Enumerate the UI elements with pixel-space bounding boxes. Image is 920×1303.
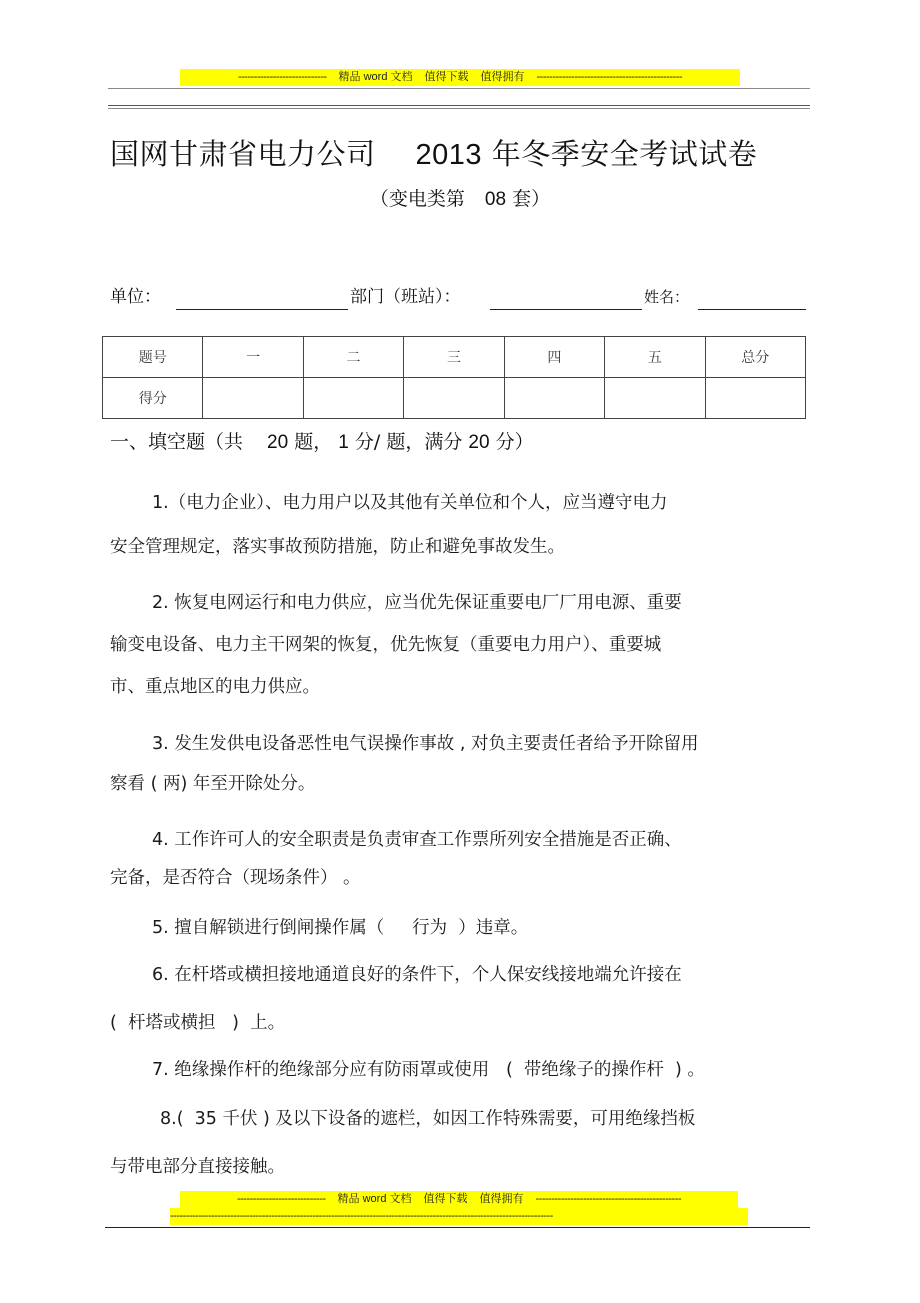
question-line: 7. 绝缘操作杆的绝缘部分应有防雨罩或使用 ( 带绝缘子的操作杆 ) 。 xyxy=(152,1060,705,1080)
section-total-points: 20 xyxy=(468,432,490,453)
header-double-rule-bottom xyxy=(108,108,810,109)
section-question-count: 20 xyxy=(267,432,289,453)
question-line: 完备，是否符合（现场条件） 。 xyxy=(110,868,361,888)
subtitle-prefix: （变电类第 xyxy=(369,188,465,210)
question-line: 4. 工作许可人的安全职责是负责审查工作票所列安全措施是否正确、 xyxy=(152,830,682,850)
header-double-rule-top xyxy=(108,105,810,106)
header-watermark-banner xyxy=(180,69,740,86)
question-line: 2. 恢复电网运行和电力供应，应当优先保证重要电厂厂用电源、重要 xyxy=(152,593,682,613)
cell-question-number-label: 题号 xyxy=(103,337,203,378)
name-label: 姓名： xyxy=(644,288,690,306)
score-input-3[interactable] xyxy=(404,378,504,419)
section-title-part: 分/ 题，满分 xyxy=(354,431,463,453)
cell-section-5: 五 xyxy=(605,337,705,378)
question-line: 1.（电力企业）、电力用户以及其他有关单位和个人，应当遵守电力 xyxy=(152,493,668,513)
watermark-text-own: 值得拥有 xyxy=(479,1193,524,1205)
watermark-text-word: 精品 word 文档 xyxy=(338,71,413,83)
title-year: 2013 xyxy=(415,139,483,171)
question-line: 3. 发生发供电设备恶性电气误操作事故 , 对负主要责任者给予开除留用 xyxy=(152,734,699,754)
section-title-part: 一、填空题（共 xyxy=(110,431,244,453)
title-organization: 国网甘肃省电力公司 xyxy=(110,137,376,171)
cell-section-1: 一 xyxy=(203,337,303,378)
question-line: 察看 ( 两) 年至开除处分。 xyxy=(110,774,316,794)
section-heading-fill-in-blank xyxy=(110,428,534,457)
cell-section-2: 二 xyxy=(303,337,403,378)
watermark-text-download: 值得下载 xyxy=(424,71,469,83)
score-input-5[interactable] xyxy=(605,378,705,419)
question-3 xyxy=(110,730,800,798)
watermark-text-own: 值得拥有 xyxy=(480,71,525,83)
question-line: 5. 擅自解锁进行倒闸操作属（ 行为 ）违章。 xyxy=(152,918,529,938)
watermark-text-word: 精品 word 文档 xyxy=(337,1193,412,1205)
page-title xyxy=(110,134,800,175)
watermark-dashes-left: ---------------------------- xyxy=(236,1193,326,1205)
question-line: 8.( 35 千伏 ) 及以下设备的遮栏，如因工作特殊需要，可用绝缘挡板 xyxy=(160,1109,696,1129)
subtitle-set-number: 08 xyxy=(484,189,507,210)
score-input-1[interactable] xyxy=(203,378,303,419)
page-subtitle xyxy=(0,185,920,214)
question-line: ( 杆塔或横担 ) 上。 xyxy=(110,1013,286,1033)
cell-score-label: 得分 xyxy=(103,378,203,419)
question-5 xyxy=(110,914,800,942)
question-4 xyxy=(110,826,800,892)
cell-section-3: 三 xyxy=(404,337,504,378)
score-table xyxy=(102,336,806,419)
score-input-2[interactable] xyxy=(303,378,403,419)
cell-total-label: 总分 xyxy=(705,337,805,378)
question-2 xyxy=(110,589,800,701)
cell-section-4: 四 xyxy=(504,337,604,378)
header-rule xyxy=(108,88,810,89)
question-7 xyxy=(110,1056,800,1084)
watermark-dashes-right: ---------------------------------------------- xyxy=(535,1193,682,1205)
title-exam-name: 年冬季安全考试试卷 xyxy=(491,137,758,171)
department-field[interactable] xyxy=(490,309,642,310)
footer-watermark-banner xyxy=(180,1191,738,1208)
question-1 xyxy=(110,489,800,561)
section-title-part: 分） xyxy=(495,431,534,453)
watermark-dashes-right: ---------------------------------------------- xyxy=(536,71,683,83)
question-line: 与带电部分直接接触。 xyxy=(110,1157,285,1177)
name-field[interactable] xyxy=(698,309,806,310)
unit-label: 单位： xyxy=(110,287,161,307)
score-input-total[interactable] xyxy=(705,378,805,419)
score-table-header-row xyxy=(103,337,806,378)
watermark-dashes-left: ---------------------------- xyxy=(237,71,327,83)
watermark-text-download: 值得下载 xyxy=(423,1193,468,1205)
unit-field[interactable] xyxy=(176,309,348,310)
question-8 xyxy=(110,1105,800,1181)
question-line: 6. 在杆塔或横担接地通道良好的条件下，个人保安线接地端允许接在 xyxy=(152,965,682,985)
score-table-score-row xyxy=(103,378,806,419)
subtitle-suffix: 套） xyxy=(512,188,551,210)
department-label: 部门（班站）： xyxy=(350,287,461,307)
section-title-part: 题， xyxy=(294,431,333,453)
footer-watermark-dash-row xyxy=(170,1208,748,1225)
watermark-dashes-footer: ------------------------------------------------------------------------------------------------------------------------- xyxy=(170,1210,553,1222)
question-line: 市、重点地区的电力供应。 xyxy=(110,677,320,697)
question-6 xyxy=(110,961,800,1037)
footer-rule xyxy=(105,1227,810,1228)
section-points-per-question: 1 xyxy=(338,432,349,453)
question-line: 输变电设备、电力主干网架的恢复，优先恢复（重要电力用户）、重要城 xyxy=(110,635,662,655)
score-input-4[interactable] xyxy=(504,378,604,419)
question-line: 安全管理规定，落实事故预防措施，防止和避免事故发生。 xyxy=(110,537,565,557)
candidate-info-row xyxy=(110,284,810,314)
